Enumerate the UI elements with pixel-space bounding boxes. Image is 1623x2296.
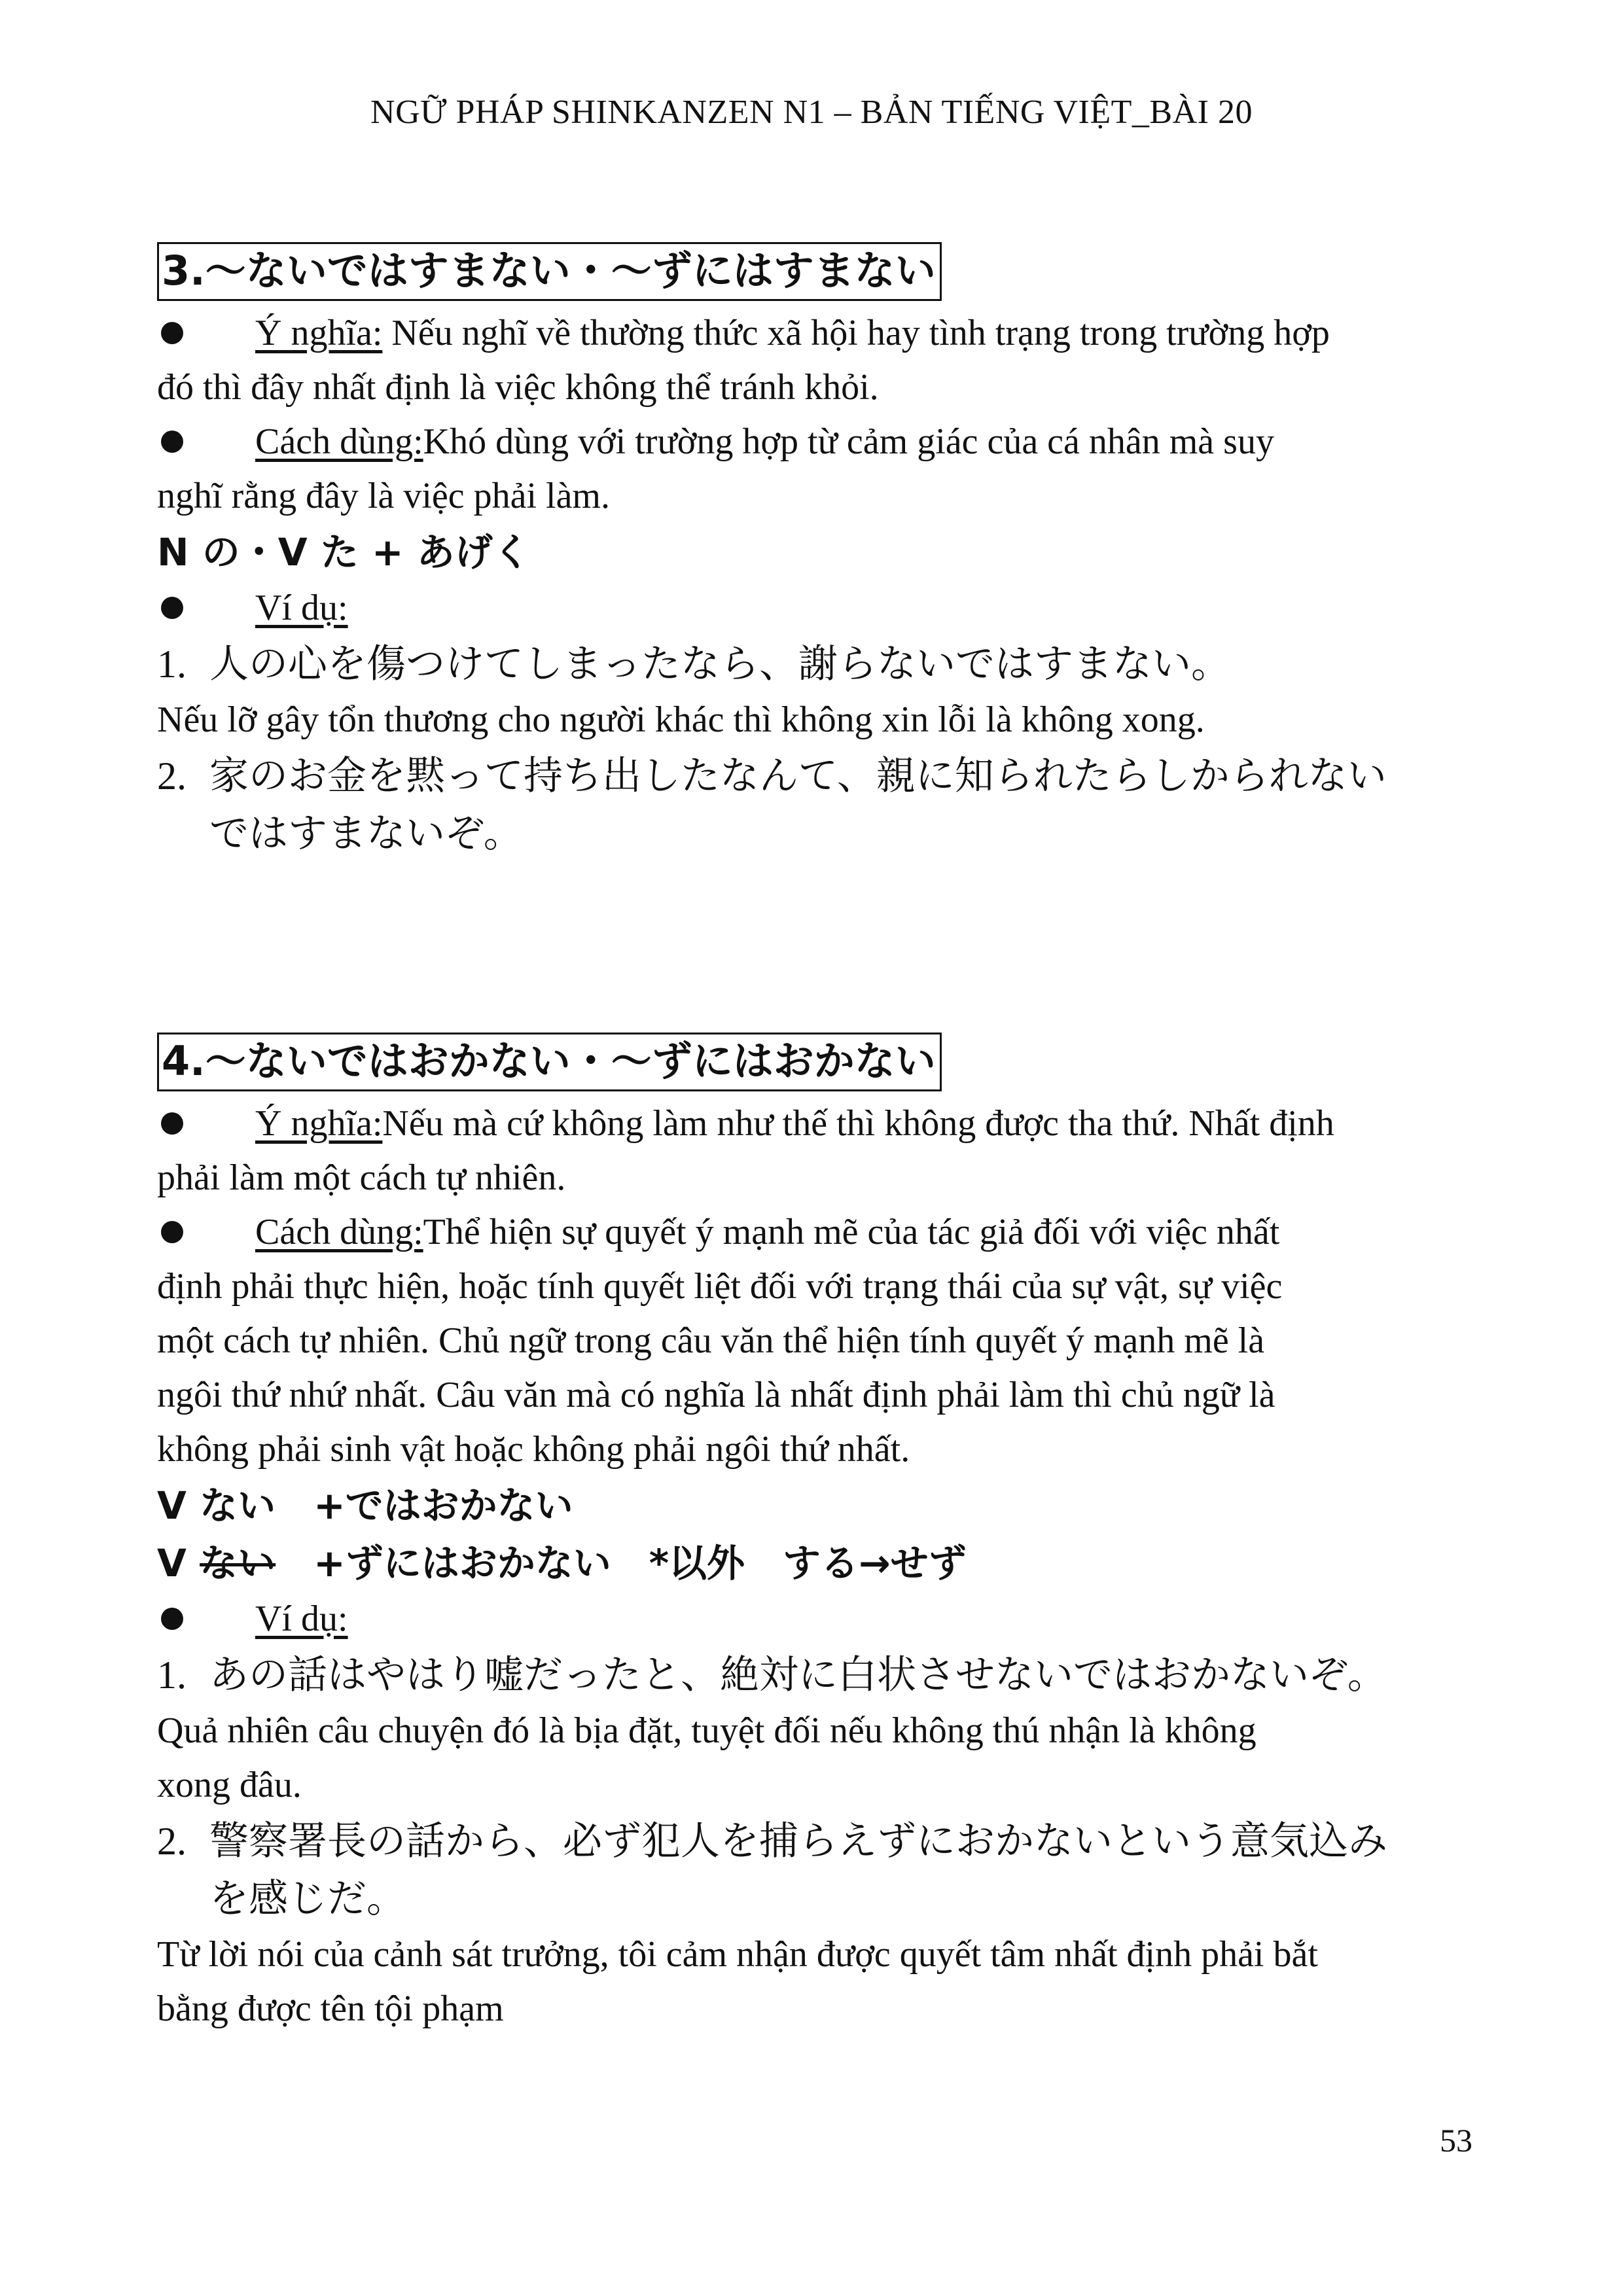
example-label: Ví dụ:: [255, 1598, 348, 1639]
section-title: 3.～ないではすまない・～ずにはすまない: [157, 242, 942, 301]
example-2-vietnamese-cont: bằng được tên tội phạm: [157, 1988, 504, 2029]
grammar-formula: N の・V た + あげく: [157, 530, 531, 574]
example-2-vietnamese: Từ lời nói của cảnh sát trưởng, tôi cảm nhận được quyết tâm nhất định phải bắt: [157, 1934, 1318, 1975]
example-heading: [157, 581, 1472, 635]
meaning-text: Nếu nghĩ về thường thức xã hội hay tình trạng trong trường hợp: [382, 313, 1330, 353]
usage-text-cont: không phải sinh vật hoặc không phải ngôi thứ nhất.: [157, 1429, 910, 1470]
example-number: 2.: [157, 754, 187, 798]
usage-text-cont: một cách tự nhiên. Chủ ngữ trong câu văn thể hiện tính quyết ý mạnh mẽ là: [157, 1320, 1265, 1361]
formula-rest: +ずにはおかない *以外 する→せず: [276, 1541, 967, 1585]
example-1-vietnamese: Quả nhiên câu chuyện đó là bịa đặt, tuyệt đối nếu không thú nhận là không: [157, 1710, 1257, 1751]
example-number: 2.: [157, 1820, 187, 1863]
meaning-line: [157, 1097, 1472, 1151]
usage-label: Cách dùng:: [255, 1212, 423, 1252]
usage-label: Cách dùng:: [255, 421, 423, 462]
bullet-icon: [161, 322, 183, 344]
example-number: 1.: [157, 643, 187, 686]
formula-struck-text: ない: [200, 1541, 276, 1585]
example-number: 1.: [157, 1653, 187, 1697]
page-number: 53: [1440, 2122, 1472, 2159]
meaning-text-cont: phải làm một cách tự nhiên.: [157, 1157, 566, 1198]
bullet-icon: [161, 431, 183, 453]
grammar-formula-1: V ない +ではおかない: [157, 1483, 573, 1528]
example-1-japanese: [157, 1646, 1472, 1704]
example-1-japanese: [157, 635, 1472, 693]
example-heading: [157, 1592, 1472, 1646]
example-2-japanese-cont: ではすまないぞ。: [209, 811, 523, 857]
usage-line: [157, 1205, 1472, 1260]
usage-text: Khó dùng với trường hợp từ cảm giác của cá nhân mà suy: [423, 421, 1274, 462]
usage-line: [157, 415, 1472, 469]
grammar-formula-2: [157, 1534, 1472, 1592]
meaning-line: [157, 306, 1472, 361]
bullet-icon: [161, 1221, 183, 1243]
formula-prefix: V: [157, 1541, 200, 1585]
example-2-japanese: [157, 747, 1472, 805]
example-1-vietnamese-cont: xong đâu.: [157, 1765, 302, 1805]
meaning-text-cont: đó thì đây nhất định là việc không thể tránh khỏi.: [157, 367, 879, 408]
example-jp-text: 人の心を傷つけてしまったなら、謝らないではすまない。: [209, 641, 1230, 687]
usage-text-cont: ngôi thứ nhứ nhất. Câu văn mà có nghĩa là nhất định phải làm thì chủ ngữ là: [157, 1375, 1275, 1415]
meaning-label: Ý nghĩa:: [255, 1103, 383, 1144]
example-jp-text: 家のお金を黙って持ち出したなんて、親に知られたらしかられない: [209, 753, 1387, 799]
bullet-icon: [161, 1112, 183, 1135]
grammar-section-3: [157, 242, 1472, 862]
usage-text-cont: định phải thực hiện, hoặc tính quyết liệt đối với trạng thái của sự vật, sự việc: [157, 1266, 1283, 1307]
usage-text: Thể hiện sự quyết ý mạnh mẽ của tác giả đối với việc nhất: [423, 1212, 1280, 1252]
section-title: 4.～ないではおかない・～ずにはおかない: [157, 1033, 942, 1091]
bullet-icon: [161, 597, 183, 619]
grammar-section-4: [157, 1033, 1472, 2036]
usage-text-cont: nghĩ rằng đây là việc phải làm.: [157, 476, 610, 516]
bullet-icon: [161, 1608, 183, 1630]
example-2-japanese: [157, 1812, 1472, 1870]
example-label: Ví dụ:: [255, 588, 348, 628]
meaning-label: Ý nghĩa:: [255, 313, 383, 353]
page-header: NGỮ PHÁP SHINKANZEN N1 – BẢN TIẾNG VIỆT_BÀI 20: [370, 94, 1253, 131]
meaning-text: Nếu mà cứ không làm như thế thì không được tha thứ. Nhất định: [382, 1103, 1334, 1144]
example-jp-text: あの話はやはり嘘だったと、絶対に白状させないではおかないぞ。: [209, 1652, 1387, 1698]
example-jp-text: 警察署長の話から、必ず犯人を捕らえずにおかないという意気込み: [209, 1818, 1387, 1864]
example-1-vietnamese: Nếu lỡ gây tổn thương cho người khác thì không xin lỗi là không xong.: [157, 699, 1205, 740]
example-2-japanese-cont: を感じだ。: [209, 1876, 406, 1922]
